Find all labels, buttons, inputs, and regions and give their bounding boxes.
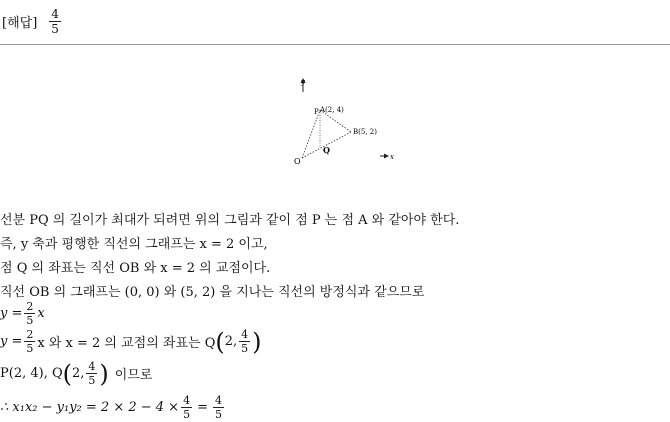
solution-line-1: 선분 PQ 의 길이가 최대가 되려면 위의 그림과 같이 점 P 는 점 A 와 같아야 한다. <box>0 213 460 228</box>
x-axis-label: x <box>390 153 394 161</box>
eq2-open-paren: ( <box>215 327 225 356</box>
coordinate-figure <box>280 72 410 177</box>
eq2-num2: 4 <box>241 328 249 341</box>
answer-denominator: 5 <box>51 21 59 36</box>
point-Q-label: Q <box>323 145 330 155</box>
equation-4 <box>0 395 226 420</box>
eq3-pre: P(2, 4), Q <box>0 366 63 381</box>
eq3-close-paren: ) <box>99 359 109 388</box>
eq4-den2: 5 <box>214 408 222 421</box>
equation-2 <box>0 329 262 354</box>
y-axis-label: y <box>301 78 305 86</box>
eq2-fraction <box>24 329 35 354</box>
point-A-label: A(2, 4) <box>320 106 344 114</box>
eq2-inner: 2, <box>224 334 238 349</box>
eq3-inner: 2, <box>72 366 85 381</box>
eq2-den: 5 <box>26 342 34 355</box>
eq1-den: 5 <box>26 314 34 327</box>
eq4-den: 5 <box>183 408 191 421</box>
eq1-lhs: y = <box>0 306 23 321</box>
eq1-num: 2 <box>26 300 34 313</box>
eq4-result-fraction <box>213 395 224 420</box>
answer-label: [해답] <box>2 15 38 31</box>
eq1-rhs: x <box>37 306 45 321</box>
solution-line-3: 점 Q 의 좌표는 직선 OB 와 x = 2 의 교점이다. <box>0 261 271 276</box>
eq2-close-paren: ) <box>252 327 262 356</box>
divider <box>0 44 670 45</box>
eq3-open-paren: ( <box>62 359 72 388</box>
point-B-label: B(5, 2) <box>353 128 377 136</box>
equation-3 <box>0 361 152 386</box>
eq3-post: 이므로 <box>114 368 153 383</box>
point-P-label: P <box>314 108 319 116</box>
answer-numerator: 4 <box>51 6 59 21</box>
eq2-mid: x 와 x = 2 의 교점의 좌표는 Q <box>37 336 216 351</box>
x-axis-arrow <box>384 154 389 159</box>
eq3-fraction <box>86 361 97 386</box>
eq2-num: 2 <box>26 328 34 341</box>
eq3-num: 4 <box>88 360 96 373</box>
eq3-den: 5 <box>88 374 96 387</box>
eq2-point-fraction <box>239 329 250 354</box>
solution-line-2: 즉, y 축과 평행한 직선의 그래프는 x = 2 이고, <box>0 237 268 252</box>
eq2-den2: 5 <box>241 342 249 355</box>
eq4-num2: 4 <box>214 394 222 407</box>
eq2-lhs: y = <box>0 334 23 349</box>
segment-OA <box>302 110 320 158</box>
eq4-num: 4 <box>183 394 191 407</box>
eq4-eq: = <box>197 400 208 415</box>
answer-fraction <box>49 8 61 35</box>
equation-1 <box>0 301 45 326</box>
eq1-fraction <box>24 301 35 326</box>
eq4-pre: ∴ x₁x₂ − y₁y₂ = 2 × 2 − 4 × <box>0 400 180 415</box>
origin-label: O <box>294 157 301 166</box>
eq4-fraction <box>181 395 192 420</box>
answer-header <box>2 4 63 38</box>
solution-line-4: 직선 OB 의 그래프는 (0, 0) 와 (5, 2) 을 지나는 직선의 방정식과 같으므로 <box>0 285 425 300</box>
